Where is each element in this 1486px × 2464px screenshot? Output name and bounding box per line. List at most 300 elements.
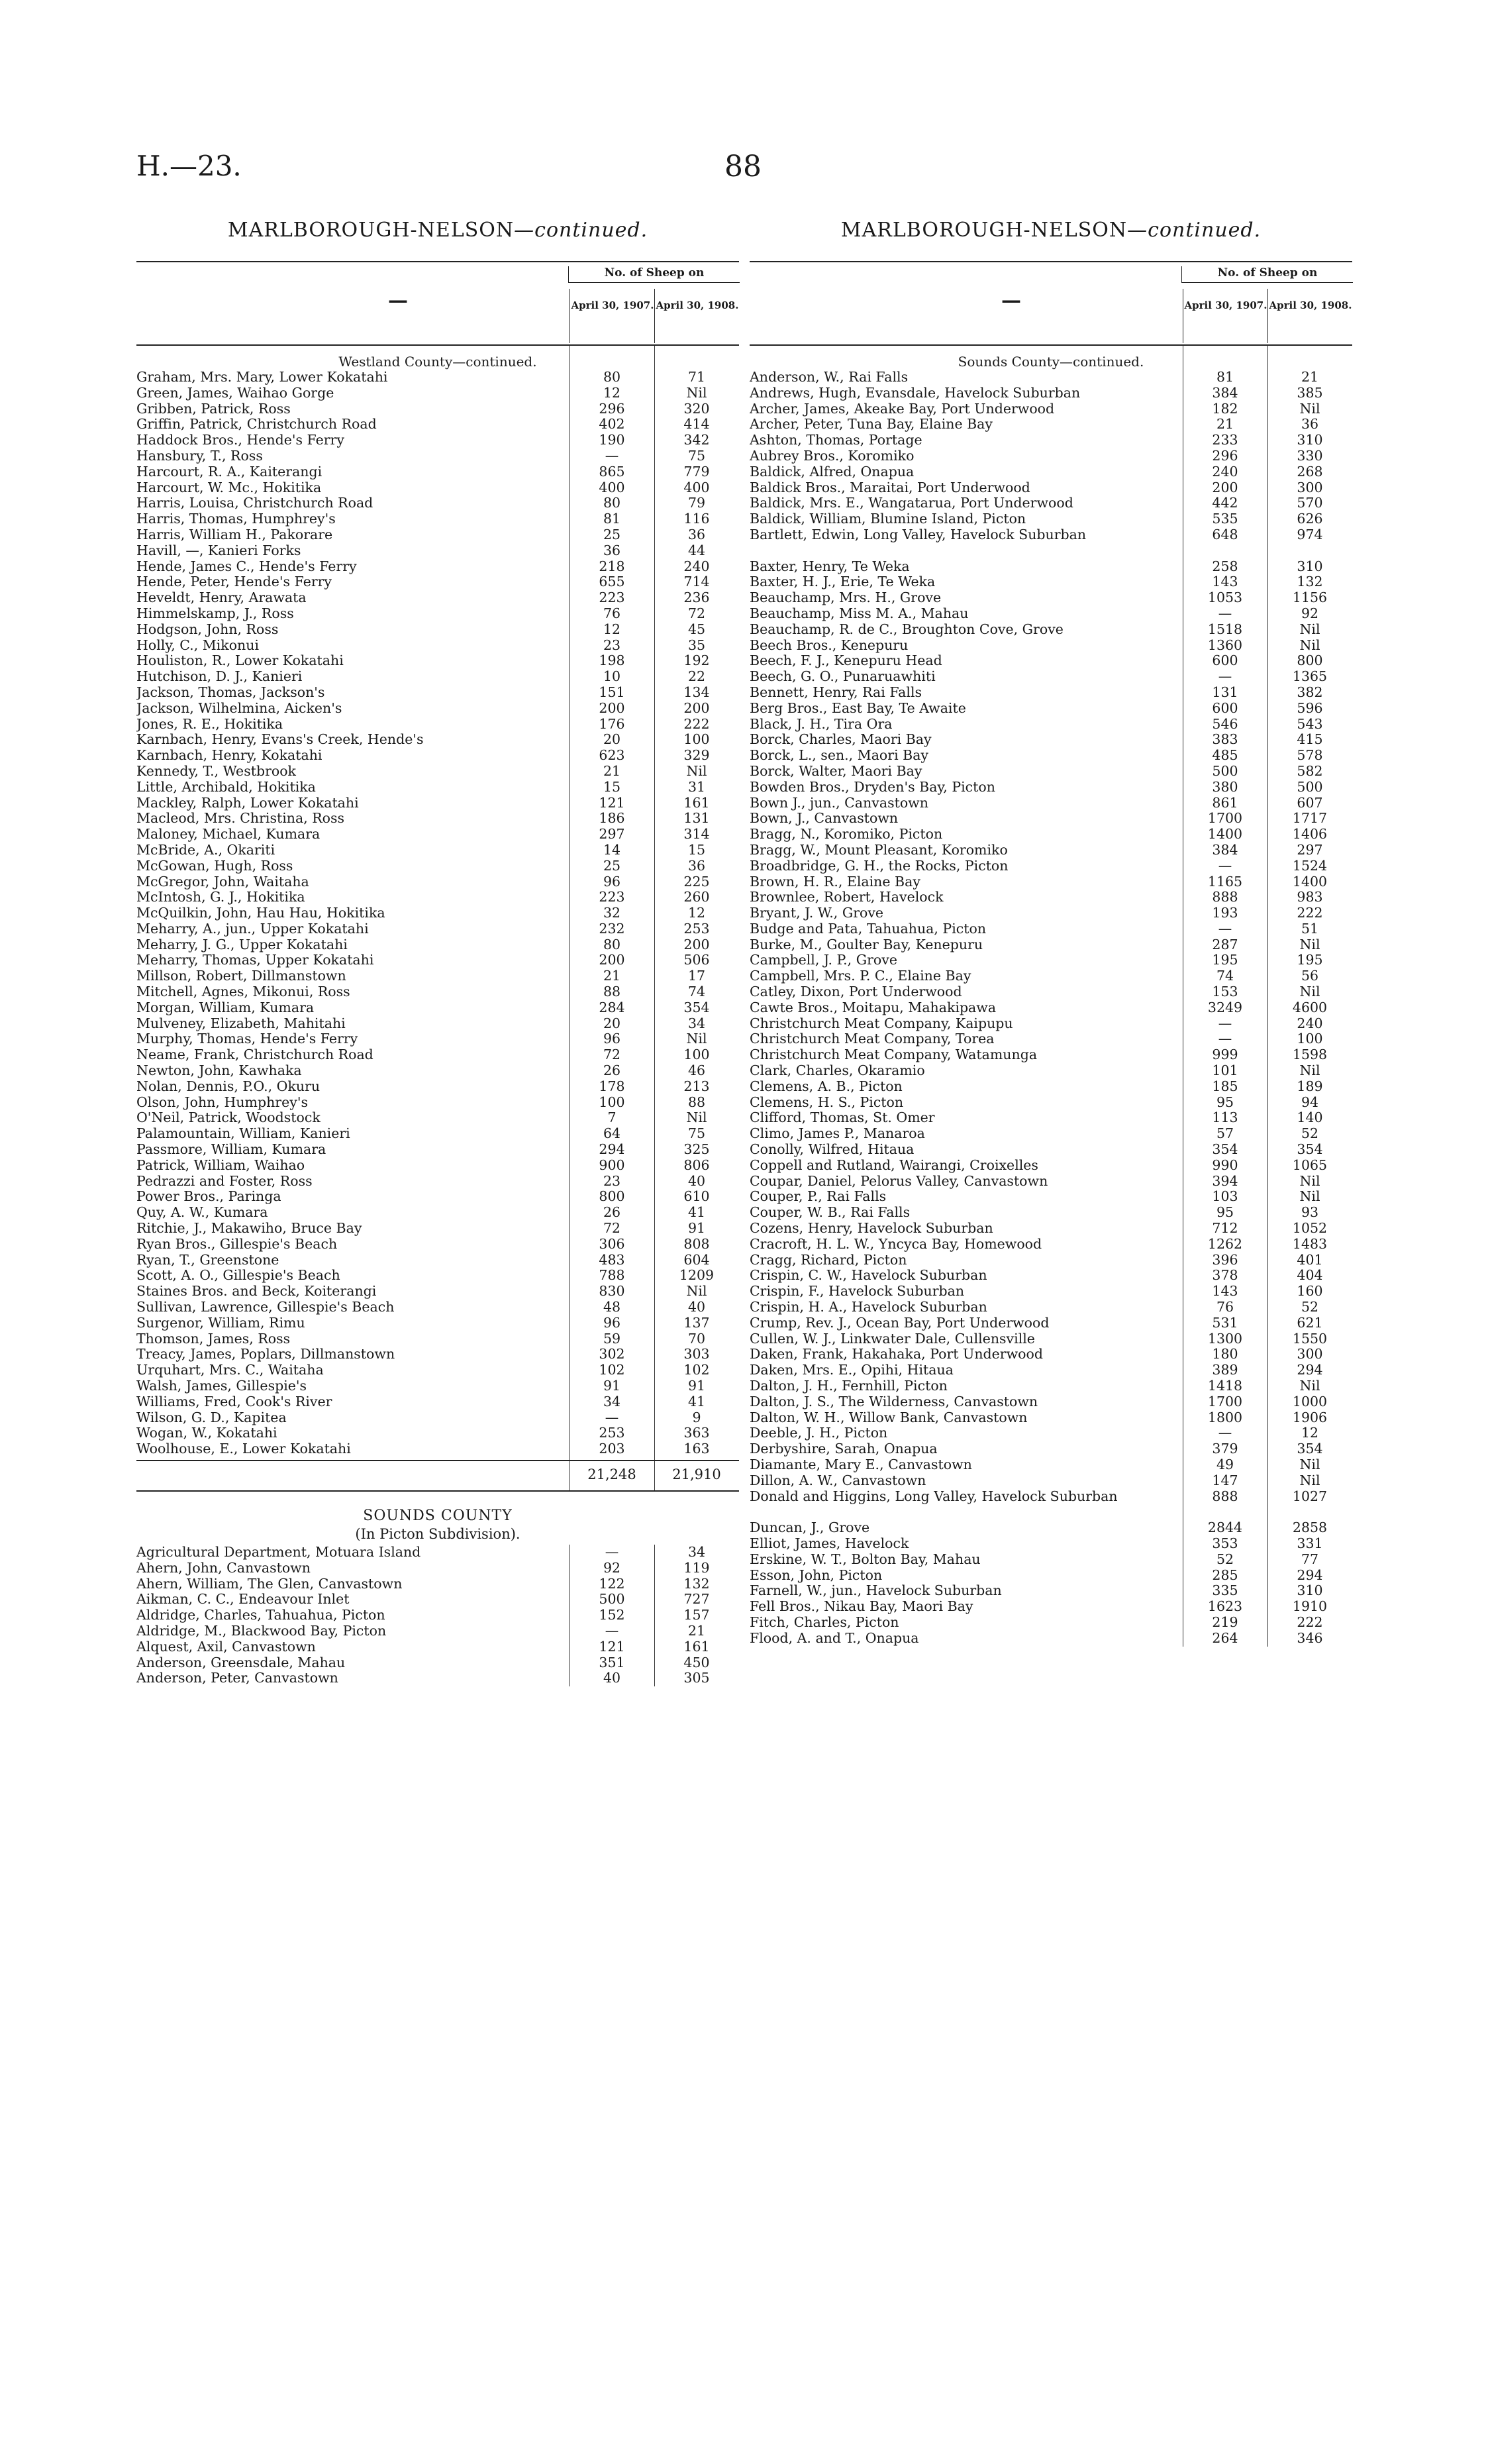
owner-name: Crispin, C. W., Havelock Suburban <box>750 1268 987 1284</box>
sheep-1908: 100 <box>683 731 710 748</box>
owner-name: Broadbridge, G. H., the Rocks, Picton <box>750 858 1009 874</box>
sheep-1907: 830 <box>599 1283 625 1300</box>
table-row <box>750 1079 1352 1095</box>
table-row <box>750 1063 1352 1079</box>
table-row <box>136 811 739 827</box>
sheep-1907: — <box>1218 1031 1232 1047</box>
sheep-1907: 32 <box>603 905 621 921</box>
sheep-1907: 21 <box>603 762 621 779</box>
sheep-1907: 1360 <box>1207 637 1243 653</box>
owner-name: Beech, F. J., Kenepuru Head <box>750 653 942 669</box>
table-row <box>750 1031 1352 1047</box>
owner-name: Daken, Mrs. E., Opihi, Hitaua <box>750 1362 954 1378</box>
sheep-1908: Nil <box>1299 1188 1320 1205</box>
sheep-1907: 485 <box>1212 747 1238 764</box>
sheep-1907: 999 <box>1212 1047 1238 1063</box>
table-row <box>136 574 739 590</box>
owner-name: Christchurch Meat Company, Kaipupu <box>750 1015 1013 1031</box>
sheep-1907: 25 <box>603 526 621 542</box>
owner-name: Dalton, J. H., Fernhill, Picton <box>750 1378 948 1394</box>
sheep-1907: 351 <box>599 1654 625 1670</box>
owner-name: Heveldt, Henry, Arawata <box>136 590 307 606</box>
table-row <box>136 1158 739 1174</box>
sheep-1907: 531 <box>1212 1314 1238 1331</box>
sheep-1907: 198 <box>599 652 625 669</box>
table-row <box>750 1441 1352 1457</box>
table-row <box>750 843 1352 858</box>
sheep-1908: 161 <box>683 794 710 811</box>
col-1907: April 30, 1907. <box>1183 289 1268 343</box>
sheep-1907: 1623 <box>1207 1598 1243 1615</box>
owner-name: Morgan, William, Kumara <box>136 1000 315 1015</box>
table-row <box>750 590 1352 606</box>
sheep-1908: 310 <box>1297 558 1323 574</box>
table-row <box>136 1670 739 1686</box>
sheep-1908: 363 <box>683 1425 710 1441</box>
sheep-1908: 294 <box>1297 1362 1323 1378</box>
owner-name: Staines Bros. and Beck, Koiterangi <box>136 1284 377 1300</box>
owner-name: Cullen, W. J., Linkwater Dale, Cullensville <box>750 1331 1035 1347</box>
sheep-1908: 92 <box>1301 605 1319 621</box>
sheep-1908: 225 <box>683 873 710 890</box>
sheep-1908: 570 <box>1297 495 1323 511</box>
table-row <box>750 1268 1352 1284</box>
table-row <box>750 1300 1352 1315</box>
owner-name: Mitchell, Agnes, Mikonui, Ross <box>136 984 350 1000</box>
sheep-1907: 121 <box>599 794 625 811</box>
owner-name: Ahern, John, Canvastown <box>136 1560 311 1576</box>
sheep-1907: 153 <box>1212 984 1238 1000</box>
owner-name: Andrews, Hugh, Evansdale, Havelock Suburban <box>750 385 1081 401</box>
sheep-1907: 74 <box>1216 968 1234 984</box>
owner-name: Himmelskamp, J., Ross <box>136 605 294 621</box>
sheep-1908: 1598 <box>1292 1047 1328 1063</box>
sheep-1907: 40 <box>603 1670 621 1686</box>
table-row <box>750 874 1352 890</box>
sheep-1907: 100 <box>599 1094 625 1110</box>
sheep-1908: 22 <box>687 668 706 685</box>
sheep-1907: 36 <box>603 542 621 558</box>
table-row <box>750 1016 1352 1032</box>
table-row <box>750 827 1352 843</box>
owner-name: Crispin, F., Havelock Suburban <box>750 1284 965 1300</box>
sheep-1908: 137 <box>683 1314 710 1331</box>
sheep-1908: 596 <box>1297 699 1323 716</box>
owner-name: Duncan, J., Grove <box>750 1520 870 1536</box>
left-table-body-2 <box>136 1545 739 1686</box>
owner-name: Anderson, Peter, Canvastown <box>136 1670 338 1686</box>
table-row <box>750 1284 1352 1300</box>
total-1908: 21,910 <box>672 1466 721 1482</box>
table-row <box>750 701 1352 717</box>
sheep-1908: 94 <box>1301 1094 1319 1110</box>
sheep-1907: 600 <box>1212 652 1238 669</box>
sheep-1908: 354 <box>1297 1141 1323 1158</box>
sheep-1908: 404 <box>1297 1267 1323 1284</box>
table-row <box>750 984 1352 1000</box>
owner-name: Clemens, H. S., Picton <box>750 1094 904 1110</box>
owner-name: Aldridge, M., Blackwood Bay, Picton <box>136 1623 387 1639</box>
owner-name: Murphy, Thomas, Hende's Ferry <box>136 1031 358 1047</box>
owner-name: Quy, A. W., Kumara <box>136 1205 268 1221</box>
owner-name: Daken, Frank, Hakahaka, Port Underwood <box>750 1347 1043 1362</box>
sheep-1907: 59 <box>603 1330 621 1347</box>
table-row <box>750 1362 1352 1378</box>
total-1907: 21,248 <box>587 1466 636 1482</box>
sheep-1908: 543 <box>1297 715 1323 732</box>
right-table-body <box>750 346 1352 1647</box>
sheep-1907: 203 <box>599 1441 625 1457</box>
owner-name: Borck, L., sen., Maori Bay <box>750 748 929 764</box>
sheep-1908: 1550 <box>1292 1330 1328 1347</box>
owner-name: Donald and Higgins, Long Valley, Havelock Suburban <box>750 1488 1118 1504</box>
sheep-1908: 161 <box>683 1638 710 1655</box>
sheep-1907: 72 <box>603 1047 621 1063</box>
owner-name: Bragg, N., Koromiko, Picton <box>750 827 943 843</box>
sheep-1908: 1000 <box>1292 1393 1328 1410</box>
sheep-1908: Nil <box>686 1283 707 1300</box>
table-row <box>750 606 1352 622</box>
table-row <box>136 1142 739 1158</box>
owner-name: Conolly, Wilfred, Hitaua <box>750 1142 915 1158</box>
owner-name: Hende, Peter, Hende's Ferry <box>136 574 332 590</box>
table-row <box>136 559 739 575</box>
sheep-1907: 195 <box>1212 952 1238 968</box>
sheep-1908: 116 <box>683 511 710 527</box>
owner-name: Power Bros., Paringa <box>136 1189 281 1205</box>
sheep-header: No. of Sheep on <box>568 266 740 283</box>
owner-name: Sullivan, Lawrence, Gillespie's Beach <box>136 1300 395 1315</box>
sheep-1908: 582 <box>1297 762 1323 779</box>
table-row <box>750 464 1352 480</box>
sheep-1908: 1406 <box>1292 826 1328 843</box>
table-row <box>136 732 739 748</box>
sheep-1908: 330 <box>1297 447 1323 464</box>
owner-name: Couper, P., Rai Falls <box>750 1189 887 1205</box>
table-row <box>750 952 1352 968</box>
table-row <box>750 1174 1352 1190</box>
owner-name: Berg Bros., East Bay, Te Awaite <box>750 700 966 716</box>
sheep-1907: 190 <box>599 432 625 448</box>
right-column <box>750 219 1352 1647</box>
owner-name: Kennedy, T., Westbrook <box>136 763 296 779</box>
table-row <box>136 780 739 796</box>
table-row <box>136 1079 739 1095</box>
sheep-1908: 1483 <box>1292 1235 1328 1252</box>
owner-name: Palamountain, William, Kanieri <box>136 1126 350 1142</box>
table-row <box>136 1639 739 1655</box>
owner-name: Cracroft, H. L. W., Yncyca Bay, Homewood <box>750 1236 1042 1252</box>
table-row <box>750 1221 1352 1237</box>
owner-name: Pedrazzi and Foster, Ross <box>136 1173 313 1189</box>
sheep-1907: 26 <box>603 1062 621 1079</box>
sheep-1907: 253 <box>599 1425 625 1441</box>
sheep-1907: 232 <box>599 920 625 937</box>
table-row <box>750 717 1352 733</box>
owner-name: Clemens, A. B., Picton <box>750 1078 903 1094</box>
right-table-header: — No. of Sheep on April 30, 1907. April 30, 1908. <box>750 261 1352 346</box>
owner-name: McQuilkin, John, Hau Hau, Hokitika <box>136 905 385 921</box>
sheep-1908: 607 <box>1297 794 1323 811</box>
sheep-1907: 15 <box>603 778 621 795</box>
table-row <box>750 1110 1352 1126</box>
table-row <box>750 1158 1352 1174</box>
sheep-1908: 91 <box>687 1220 706 1237</box>
table-row <box>136 1623 739 1639</box>
table-row <box>136 1095 739 1111</box>
col-1908: April 30, 1908. <box>654 289 740 343</box>
sheep-1908: 195 <box>1297 952 1323 968</box>
table-row <box>750 527 1352 559</box>
sheep-1907: — <box>605 1543 619 1560</box>
sheep-1908: 714 <box>683 574 710 590</box>
section-heading: Westland County—continued. <box>338 354 537 370</box>
sheep-1908: 414 <box>683 416 710 433</box>
sheep-1907: 91 <box>603 1378 621 1394</box>
owner-name: McGregor, John, Waitaha <box>136 874 309 890</box>
sheep-1908: 163 <box>683 1441 710 1457</box>
table-row <box>750 574 1352 590</box>
table-row <box>750 1205 1352 1221</box>
owner-name: Budge and Pata, Tahuahua, Picton <box>750 921 987 937</box>
owner-name: Baxter, Henry, Te Weka <box>750 558 910 574</box>
sheep-1907: 121 <box>599 1638 625 1655</box>
owner-name: Cawte Bros., Moitapu, Mahakipawa <box>750 1000 997 1015</box>
sheep-1907: — <box>1218 605 1232 621</box>
owner-name: Burke, M., Goulter Bay, Kenepuru <box>750 937 983 952</box>
sheep-1908: 310 <box>1297 1582 1323 1599</box>
sheep-1908: 300 <box>1297 479 1323 495</box>
table-row <box>136 874 739 890</box>
owner-name: Jones, R. E., Hokitika <box>136 716 283 732</box>
owner-name: Anderson, W., Rai Falls <box>750 370 909 385</box>
owner-name: Havill, —, Kanieri Forks <box>136 542 301 558</box>
table-row <box>136 1063 739 1079</box>
sheep-1908: Nil <box>686 1109 707 1126</box>
sheep-1908: 34 <box>687 1015 706 1031</box>
sheep-1908: 610 <box>683 1188 710 1205</box>
sheep-1907: 102 <box>599 1362 625 1378</box>
owner-name: Hansbury, T., Ross <box>136 448 263 464</box>
table-row <box>750 1631 1352 1647</box>
table-row <box>750 1568 1352 1584</box>
sheep-1907: — <box>605 1409 619 1425</box>
sheep-1908: 102 <box>683 1362 710 1378</box>
table-row <box>750 811 1352 827</box>
sheep-1907: 500 <box>1212 762 1238 779</box>
sheep-1907: 14 <box>603 841 621 858</box>
sheep-1907: 34 <box>603 1393 621 1410</box>
table-row <box>136 385 739 401</box>
sheep-1908: 192 <box>683 652 710 669</box>
sheep-1908: 36 <box>687 526 706 542</box>
table-row <box>750 1615 1352 1631</box>
sheep-1907: 64 <box>603 1125 621 1142</box>
table-row <box>750 968 1352 984</box>
table-row <box>136 1174 739 1190</box>
sheep-1907: 389 <box>1212 1362 1238 1378</box>
sheep-1908: Nil <box>686 1031 707 1047</box>
sheep-1908: 72 <box>687 605 706 621</box>
table-row <box>750 385 1352 401</box>
table-row <box>750 685 1352 701</box>
owner-name: Passmore, William, Kumara <box>136 1142 326 1158</box>
owner-name: Bartlett, Edwin, Long Valley, Havelock Suburban <box>750 527 1087 542</box>
sheep-1907: — <box>1218 1425 1232 1441</box>
table-row <box>750 495 1352 511</box>
owner-name: Aldridge, Charles, Tahuahua, Picton <box>136 1608 385 1623</box>
sheep-1907: 1165 <box>1207 873 1243 890</box>
table-row <box>136 701 739 717</box>
sheep-1908: 253 <box>683 920 710 937</box>
sheep-1908: 36 <box>1301 416 1319 433</box>
sheep-1908: 52 <box>1301 1299 1319 1315</box>
sheep-1908: 9 <box>692 1409 701 1425</box>
sheep-1907: 306 <box>599 1235 625 1252</box>
owner-name: Baldick, Mrs. E., Wangatarua, Port Underwood <box>750 495 1073 511</box>
sheep-1908: 70 <box>687 1330 706 1347</box>
sheep-1908: 34 <box>687 1543 706 1560</box>
owner-name: Clifford, Thomas, St. Omer <box>750 1110 935 1126</box>
sheep-1907: 131 <box>1212 684 1238 700</box>
table-row <box>750 1473 1352 1489</box>
table-row <box>136 1189 739 1205</box>
owner-name: Fitch, Charles, Picton <box>750 1614 899 1630</box>
sheep-1908: 310 <box>1297 432 1323 448</box>
page-number: 88 <box>724 150 762 183</box>
owner-name: Beauchamp, Mrs. H., Grove <box>750 590 942 606</box>
table-row <box>750 1583 1352 1599</box>
sheep-1908: 17 <box>687 968 706 984</box>
owner-name: Climo, James P., Manaroa <box>750 1126 925 1142</box>
owner-name: Brown, H. R., Elaine Bay <box>750 874 920 890</box>
table-row <box>750 921 1352 937</box>
table-row <box>136 921 739 937</box>
table-row <box>136 1268 739 1284</box>
table-row <box>136 448 739 464</box>
table-row <box>750 937 1352 953</box>
left-column-title: MARLBOROUGH-NELSON—continued. <box>227 219 648 242</box>
sheep-1908: 51 <box>1301 920 1319 937</box>
sheep-1907: 888 <box>1212 889 1238 905</box>
owner-name: Harris, Louisa, Christchurch Road <box>136 495 373 511</box>
owner-name: Crispin, H. A., Havelock Suburban <box>750 1300 987 1315</box>
sheep-1907: 80 <box>603 495 621 511</box>
table-row <box>136 1126 739 1142</box>
sheep-1908: 31 <box>687 778 706 795</box>
owner-name: Jackson, Wilhelmina, Aicken's <box>136 700 342 716</box>
table-row <box>136 1047 739 1063</box>
table-row <box>136 511 739 527</box>
owner-name: Gribben, Patrick, Ross <box>136 401 291 417</box>
table-row <box>136 1441 739 1457</box>
owner-name: Scott, A. O., Gillespie's Beach <box>136 1268 340 1284</box>
sheep-1907: 284 <box>599 999 625 1015</box>
sheep-1908: 44 <box>687 542 706 558</box>
table-row <box>136 638 739 654</box>
owner-name: Bown, J., Canvastown <box>750 811 899 827</box>
owner-name: Black, J. H., Tira Ora <box>750 716 893 732</box>
sheep-1908: 200 <box>683 936 710 952</box>
sheep-1907: 535 <box>1212 511 1238 527</box>
sheep-1907: 25 <box>603 857 621 874</box>
sheep-1908: 506 <box>683 952 710 968</box>
table-row <box>136 1347 739 1362</box>
owner-name: Elliot, James, Havelock <box>750 1535 909 1551</box>
sheep-1907: 294 <box>599 1141 625 1158</box>
table-row <box>136 1576 739 1592</box>
sheep-1907: 1053 <box>1207 590 1243 606</box>
owner-name: Houliston, R., Lower Kokatahi <box>136 653 344 669</box>
table-row <box>136 1545 739 1561</box>
sheep-1907: 81 <box>603 511 621 527</box>
sheep-1907: 200 <box>599 952 625 968</box>
owner-name: Ritchie, J., Makawiho, Bruce Bay <box>136 1221 362 1237</box>
sheep-1908: 1027 <box>1292 1488 1328 1504</box>
table-row <box>136 890 739 905</box>
owner-name: Graham, Mrs. Mary, Lower Kokatahi <box>136 370 388 385</box>
owner-name: Catley, Dixon, Port Underwood <box>750 984 962 1000</box>
sheep-1908: 400 <box>683 479 710 495</box>
sheep-1907: 648 <box>1212 526 1238 542</box>
sheep-1907: 72 <box>603 1220 621 1237</box>
owner-name: Beech, G. O., Punaruawhiti <box>750 669 936 685</box>
sheep-1908: Nil <box>1299 1172 1320 1189</box>
owner-name: Deeble, J. H., Picton <box>750 1425 888 1441</box>
owner-name: Archer, James, Akeake Bay, Port Underwood <box>750 401 1055 417</box>
sheep-1908: 297 <box>1297 841 1323 858</box>
sheep-1908: 300 <box>1297 1346 1323 1362</box>
sheep-1907: 655 <box>599 574 625 590</box>
owner-name: Patrick, William, Waihao <box>136 1157 305 1173</box>
table-row <box>750 1315 1352 1331</box>
sheep-1907: 1800 <box>1207 1409 1243 1425</box>
sheep-1908: 1052 <box>1292 1220 1328 1237</box>
sheep-1907: 21 <box>603 968 621 984</box>
sheep-1907: 600 <box>1212 699 1238 716</box>
sheep-1907: 384 <box>1212 384 1238 401</box>
owner-name: Meharry, J. G., Upper Kokatahi <box>136 937 348 952</box>
owner-name: Agricultural Department, Motuara Island <box>136 1544 421 1560</box>
sheep-1908: 385 <box>1297 384 1323 401</box>
owner-name: Borck, Walter, Maori Bay <box>750 763 922 779</box>
sheep-1908: 100 <box>1297 1031 1323 1047</box>
owner-name: Christchurch Meat Company, Watamunga <box>750 1047 1038 1063</box>
table-row <box>136 827 739 843</box>
owner-name: Neame, Frank, Christchurch Road <box>136 1047 373 1063</box>
sheep-1908: 21 <box>1301 369 1319 385</box>
sheep-1907: 354 <box>1212 1141 1238 1158</box>
owner-name: Cragg, Richard, Picton <box>750 1252 907 1268</box>
table-row <box>136 1378 739 1394</box>
sheep-1907: 500 <box>599 1591 625 1608</box>
sheep-1907: 113 <box>1212 1109 1238 1126</box>
sheep-1908: 1910 <box>1292 1598 1328 1615</box>
table-row <box>136 1110 739 1126</box>
owner-name: McIntosh, G. J., Hokitika <box>136 890 305 905</box>
sheep-1908: 46 <box>687 1062 706 1079</box>
sheep-1908: 240 <box>683 558 710 574</box>
table-row <box>136 748 739 764</box>
owner-name: Anderson, Greensdale, Mahau <box>136 1655 346 1670</box>
owner-name: Couper, W. B., Rai Falls <box>750 1205 911 1221</box>
sheep-1908: 2858 <box>1292 1519 1328 1536</box>
sheep-1908: 91 <box>687 1378 706 1394</box>
table-row <box>750 448 1352 464</box>
sheep-1908: 314 <box>683 826 710 843</box>
owner-name: Macleod, Mrs. Christina, Ross <box>136 811 345 827</box>
sheep-1907: — <box>605 447 619 464</box>
